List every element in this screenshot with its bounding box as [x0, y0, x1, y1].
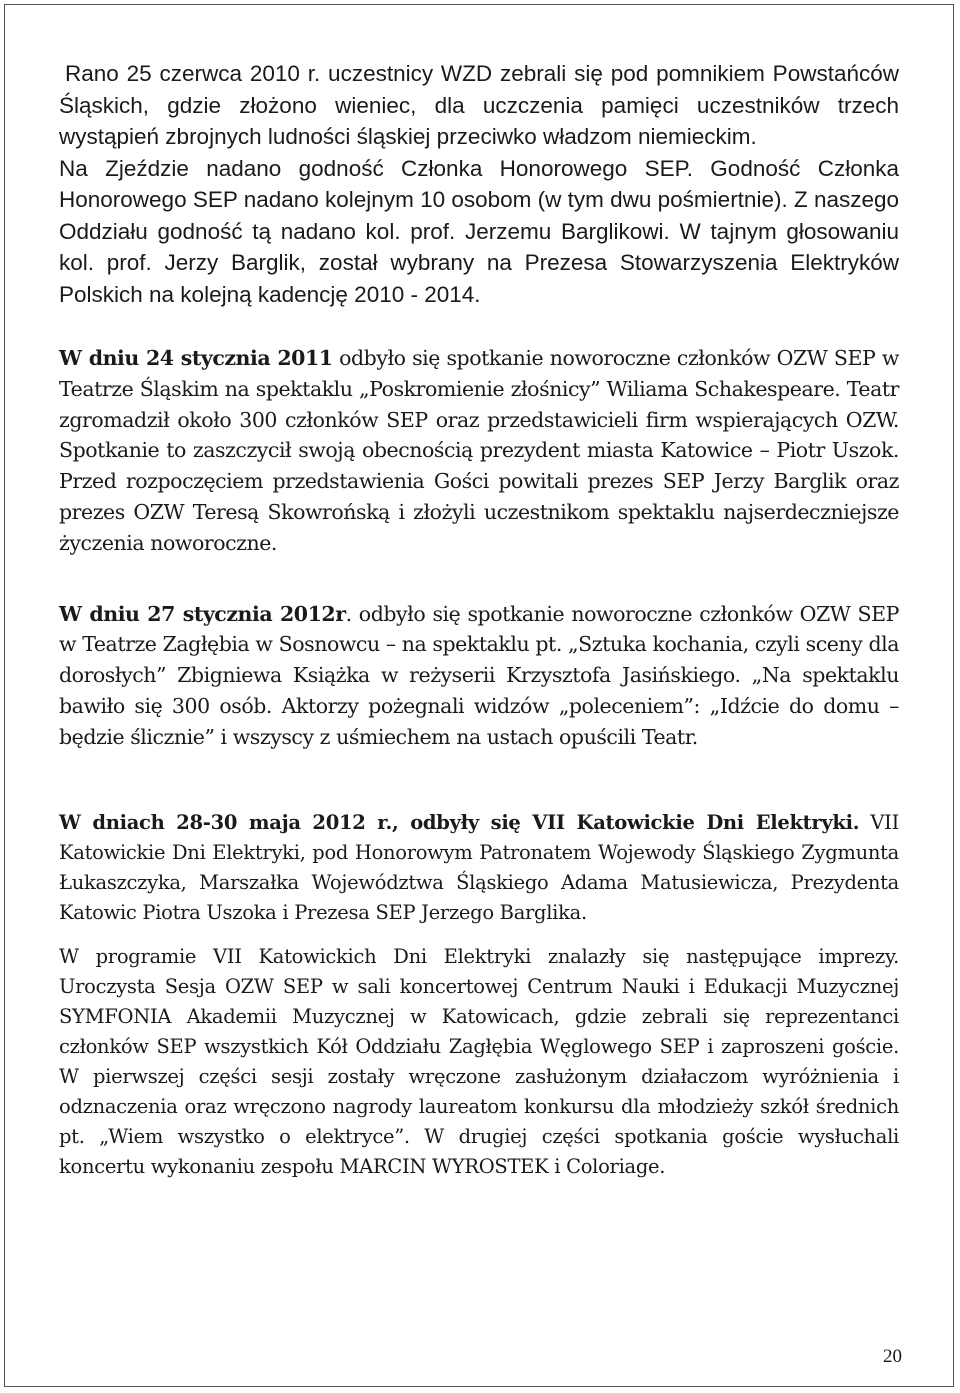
heading-electric-days: W dniach 28-30 maja 2012 r., odbyły się VII Katowickie Dni Elektryki. [59, 810, 860, 834]
paragraph-text-2011: odbyło się spotkanie noworoczne członków OZW SEP w Teatrze Śląskim na spektaklu „Poskromienie złośnicy” Wiliama Schakespeare. Teatr zgromadził około 300 członków SEP oraz przedstawicieli firm wspierających OZW. Spotkanie to zaszczycił swoją obecnością prezydent miasta Katowice – Piotr Uszok. Przed rozpoczęciem przedstawienia Gości powitali prezes SEP Jerzy Barglik oraz prezes OZW Teresą Skowrońską i złożyli uczestnikom spektaklu najserdeczniejsze życzenia noworoczne. [59, 346, 899, 555]
paragraph-wzd-ceremony: Rano 25 czerwca 2010 r. uczestnicy WZD zebrali się pod pomnikiem Powstańców Śląskich, gdzie złożono wieniec, dla uczczenia pamięci uczestników trzech wystąpień zbrojnych ludności śląskiej przeciwko władzom niemieckim. [59, 61, 899, 149]
date-heading-2011: W dniu 24 stycznia 2011 [59, 346, 333, 370]
date-heading-2012: W dniu 27 stycznia 2012r [59, 601, 346, 626]
document-body [59, 58, 899, 1182]
paragraph-text-2012: . odbyło się spotkanie noworoczne członków OZW SEP w Teatrze Zagłębia w Sosnowcu – na spektaklu pt. „Sztuka kochania, czyli sceny dla dorosłych” Zbigniewa Książka w reżyserii Krzysztofa Jasińskiego. „Na spektaklu bawiło się 300 osób. Aktorzy pożegnali widzów „poleceniem”: „Idźcie do domu – będzie ślicznie” i wszyscy z uśmiechem na ustach opuścili Teatr. [59, 601, 900, 749]
paragraph-electric-days [59, 808, 899, 928]
page-number: 20 [883, 1346, 902, 1367]
paragraph-honorary-members: Na Zjeździe nadano godność Członka Honorowego SEP. Godność Członka Honorowego SEP nadano kolejnym 10 osobom (w tym dwu pośmiertnie). Z naszego Oddziału godność tą nadano kol. prof. Jerzemu Barglikowi. W tajnym głosowaniu kol. prof. Jerzy Barglik, został wybrany na Prezesa Stowarzyszenia Elektryków Polskich na kolejną kadencję 2010 - 2014. [59, 155, 900, 307]
paragraph-text-electric-days: VII Katowickie Dni Elektryki, pod Honorowym Patronatem Wojewody Śląskiego Zygmunta Łukaszczyka, Marszałka Województwa Śląskiego Adama Matusiewicza, Prezydenta Katowic Piotra Uszoka i Prezesa SEP Jerzego Barglika. [59, 810, 899, 924]
paragraph-new-year-2011 [59, 343, 899, 559]
paragraph-new-year-2012 [59, 599, 899, 753]
paragraph-program: W programie VII Katowickich Dni Elektryki znalazły się następujące imprezy. Uroczysta Sesja OZW SEP w sali koncertowej Centrum Nauki i Edukacji Muzycznej SYMFONIA Akademii Muzycznej w Katowicach, gdzie zebrali się reprezentanci członków SEP wszystkich Kół Oddziału Zagłębia Węglowego SEP i zaproszeni goście. W pierwszej części sesji zostały wręczone zasłużonym działaczom wyróżnienia i odznaczenia oraz wręczono nagrody laureatom konkursu dla młodzieży szkół średnich pt. „Wiem wszystko o elektryce”. W drugiej części spotkania goście wysłuchali koncertu wykonaniu zespołu MARCIN WYROSTEK i Coloriage. [59, 944, 899, 1178]
